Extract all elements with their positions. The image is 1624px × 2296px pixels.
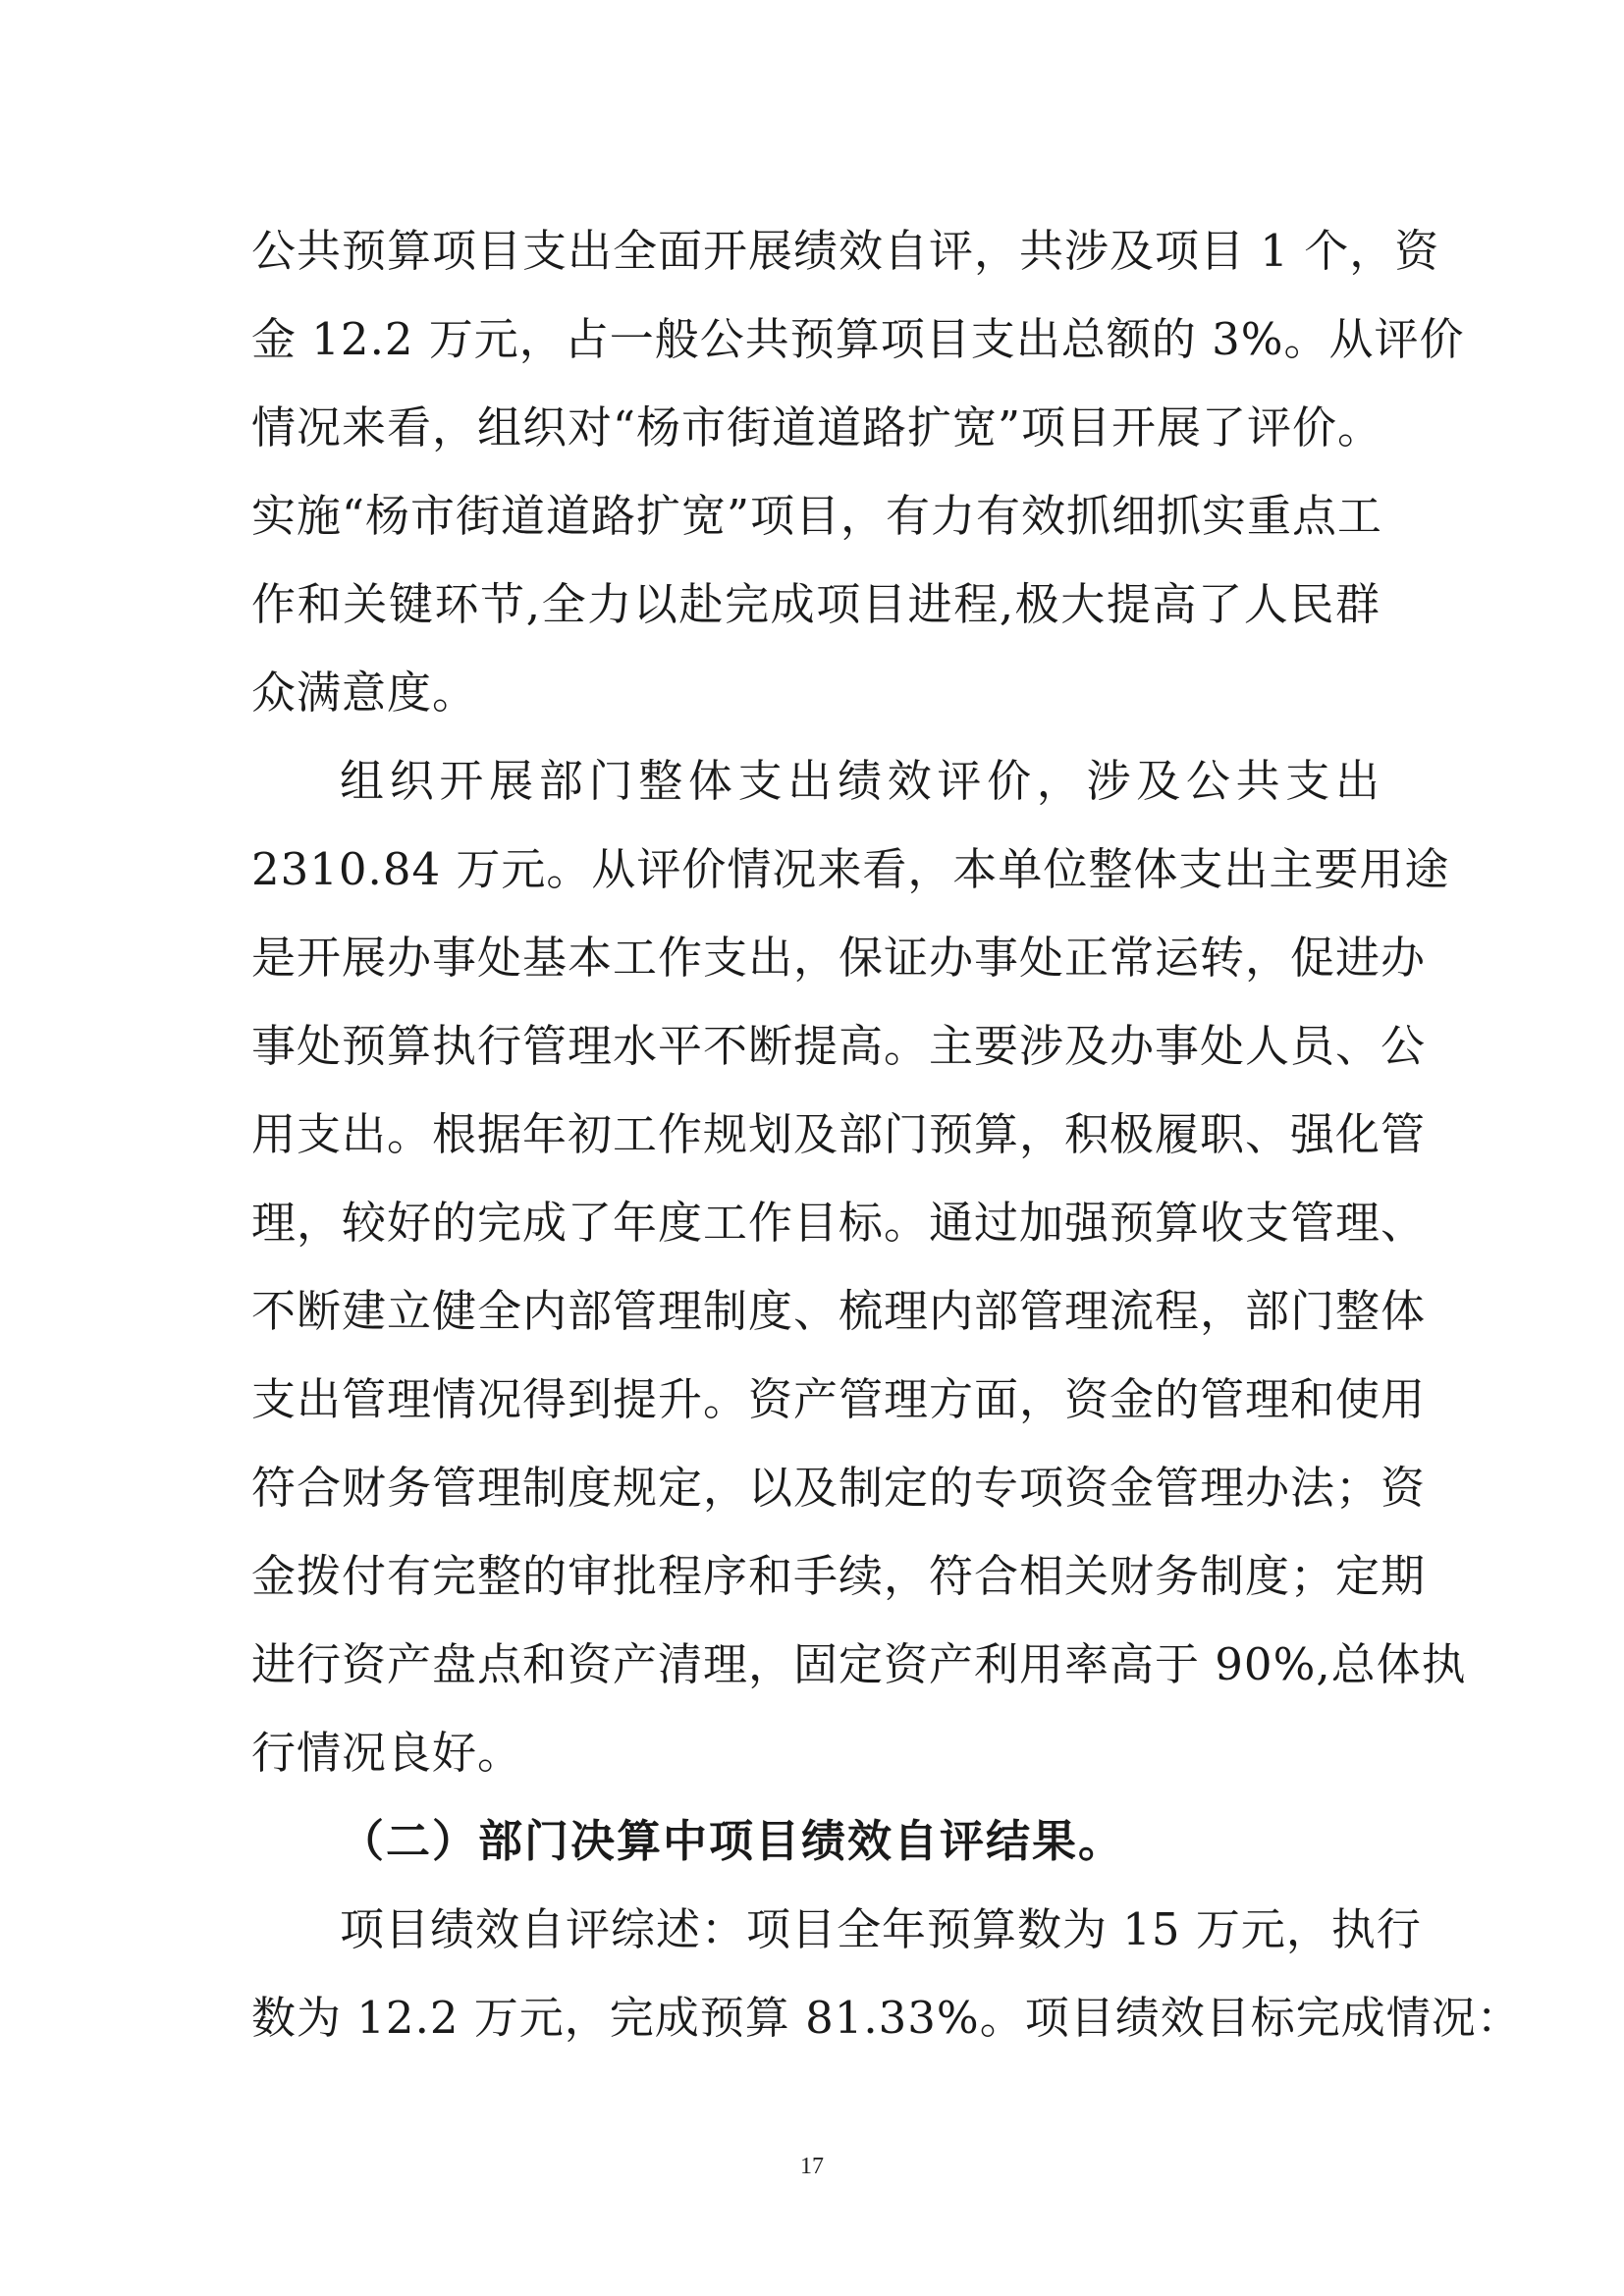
paragraph-first-line: 组织开展部门整体支出绩效评价，涉及公共支出 bbox=[340, 755, 1380, 807]
body-text-line: 数为 12.2 万元，完成预算 81.33%。项目绩效目标完成情况： bbox=[251, 1992, 1522, 2044]
section-heading: （二）部门决算中项目绩效自评结果。 bbox=[340, 1815, 1125, 1867]
body-text-line: 进行资产盘点和资产清理，固定资产利用率高于 90%,总体执 bbox=[251, 1638, 1467, 1690]
body-text-line: 公共预算项目支出全面开展绩效自评，共涉及项目 1 个，资 bbox=[251, 225, 1440, 277]
body-text-line: 作和关键环节,全力以赴完成项目进程,极大提高了人民群 bbox=[251, 578, 1380, 630]
body-text-line: 情况来看，组织对“杨市街道道路扩宽”项目开展了评价。 bbox=[251, 401, 1383, 454]
body-text-line: 金 12.2 万元，占一般公共预算项目支出总额的 3%。从评价 bbox=[251, 313, 1465, 365]
body-text-line: 用支出。根据年初工作规划及部门预算，积极履职、强化管 bbox=[251, 1108, 1427, 1160]
page-number: 17 bbox=[800, 2154, 824, 2179]
paragraph-first-line: 项目绩效自评综述：项目全年预算数为 15 万元，执行 bbox=[340, 1903, 1422, 1955]
body-text-line: 符合财务管理制度规定，以及制定的专项资金管理办法；资 bbox=[251, 1462, 1427, 1514]
body-text-line: 金拨付有完整的审批程序和手续，符合相关财务制度；定期 bbox=[251, 1550, 1427, 1602]
body-text-line: 不断建立健全内部管理制度、梳理内部管理流程，部门整体 bbox=[251, 1285, 1427, 1337]
body-text-line: 理，较好的完成了年度工作目标。通过加强预算收支管理、 bbox=[251, 1197, 1427, 1249]
body-text-line: 实施“杨市街道道路扩宽”项目，有力有效抓细抓实重点工 bbox=[251, 490, 1383, 542]
body-text-line: 是开展办事处基本工作支出，保证办事处正常运转，促进办 bbox=[251, 932, 1427, 984]
body-text-line: 事处预算执行管理水平不断提高。主要涉及办事处人员、公 bbox=[251, 1020, 1427, 1072]
body-text-line: 2310.84 万元。从评价情况来看，本单位整体支出主要用途 bbox=[251, 843, 1450, 895]
body-text-line: 众满意度。 bbox=[251, 667, 478, 719]
body-text-line: 支出管理情况得到提升。资产管理方面，资金的管理和使用 bbox=[251, 1373, 1427, 1425]
body-text-line: 行情况良好。 bbox=[251, 1727, 523, 1779]
